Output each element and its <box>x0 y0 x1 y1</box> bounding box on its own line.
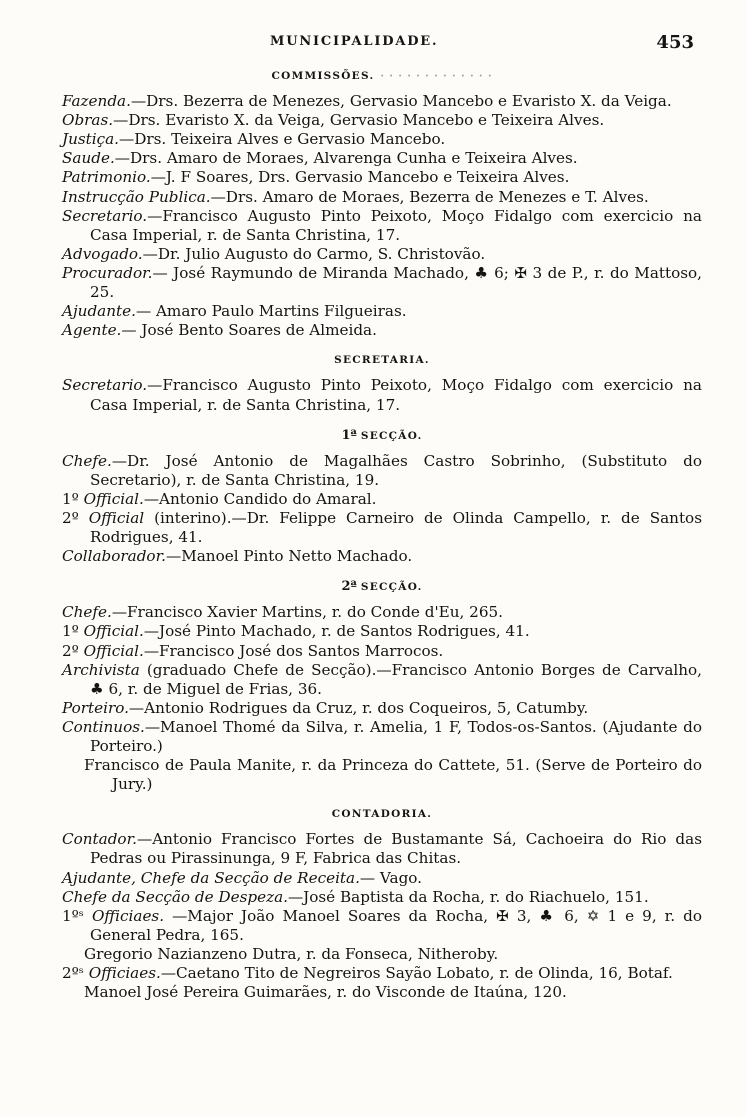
section-ordinal: 1ª <box>341 427 357 443</box>
entry-text: — José Bento Soares de Almeida. <box>121 321 377 340</box>
directory-entry <box>62 547 702 566</box>
directory-entry <box>62 321 702 340</box>
decorative-rule: · · · · · · · · · · · · · <box>380 71 493 82</box>
entry-text: —Antonio Candido do Amaral. <box>143 489 377 508</box>
entry-text: Manoel José Pereira Guimarães, r. do Visconde de Itaúna, 120. <box>84 983 567 1002</box>
entry-text: —Drs. Bezerra de Menezes, Gervasio Mancebo e Evaristo X. da Veiga. <box>130 92 672 111</box>
directory-entry <box>62 888 702 907</box>
section-heading-text: SECÇÃO. <box>360 429 423 442</box>
entry-role: Secretario. <box>62 206 148 225</box>
entry-text: —Antonio Francisco Fortes de Bustamante Sá, Cachoeira do Rio das Pedras ou Pirassinunga, 9 F, Fabrica das Chitas. <box>90 830 702 868</box>
directory-entry <box>62 490 702 509</box>
entry-role: Collaborador. <box>62 547 166 566</box>
section-heading <box>62 351 702 370</box>
directory-entry <box>62 302 702 321</box>
entry-role: Official <box>88 508 145 527</box>
entry-role: Fazenda. <box>62 92 131 111</box>
entry-text: — Amaro Paulo Martins Filgueiras. <box>135 302 407 321</box>
entry-role: Porteiro. <box>62 698 129 717</box>
entry-text: (interino).—Dr. Felippe Carneiro de Olinda Campello, r. de Santos Rodrigues, 41. <box>90 508 702 547</box>
entry-role: Official. <box>83 622 144 641</box>
entry-text: —Francisco Augusto Pinto Peixoto, Moço Fidalgo com exercicio na Casa Imperial, r. de Santa Christina, 17. <box>90 376 702 414</box>
entry-text: —Francisco José dos Santos Marrocos. <box>143 641 444 660</box>
entry-role: Justiça. <box>62 130 120 149</box>
section-heading-text: CONTADORIA. <box>331 808 433 821</box>
directory-entry <box>62 245 702 264</box>
entry-text: —Drs. Amaro de Moraes, Bezerra de Menezes e T. Alves. <box>210 187 649 206</box>
entry-role: Ajudante, Chefe da Secção de Receita. <box>62 868 360 887</box>
directory-entry <box>62 168 702 187</box>
entry-text: — José Raymundo de Miranda Machado, ♣ 6; ✠ 3 de P., r. do Mattoso, 25. <box>90 263 702 302</box>
entry-text: —Drs. Amaro de Moraes, Alvarenga Cunha e Teixeira Alves. <box>114 149 578 168</box>
directory-entry <box>62 92 702 111</box>
running-title: MUNICIPALIDADE. <box>270 34 439 49</box>
entry-role: Official. <box>83 641 144 660</box>
entry-text: —Dr. Julio Augusto do Carmo, S. Christovão. <box>142 244 486 263</box>
entry-role: Officiaes. <box>88 964 161 983</box>
entry-role: Instrucção Publica. <box>62 187 211 206</box>
entry-role: Obras. <box>62 111 114 130</box>
directory-entry <box>62 642 702 661</box>
directory-entry <box>62 907 702 945</box>
section-heading <box>62 426 702 446</box>
directory-entry <box>62 699 702 718</box>
section-heading-text: COMMISSÕES. <box>271 70 375 82</box>
entry-text: Francisco de Paula Manite, r. da Princeza do Cattete, 51. (Serve de Porteiro do Jury.) <box>84 756 702 794</box>
directory-entry <box>62 718 702 756</box>
entry-text: —Drs. Teixeira Alves e Gervasio Mancebo. <box>119 130 446 149</box>
entry-text: —Antonio Rodrigues da Cruz, r. dos Coqueiros, 5, Catumby. <box>128 698 589 717</box>
directory-entry <box>62 830 702 868</box>
entry-ordinal: 1º <box>62 622 84 641</box>
entry-ordinal: 1ºˢ <box>62 906 92 925</box>
directory-entry <box>62 756 702 794</box>
directory-entry <box>62 452 702 490</box>
entry-role: Secretario. <box>62 376 148 395</box>
page-number: 453 <box>656 32 694 53</box>
section-gap <box>62 415 702 423</box>
section-heading-text: SECÇÃO. <box>360 581 423 594</box>
directory-entry <box>62 188 702 207</box>
section-ordinal: 2ª <box>341 579 357 595</box>
entry-text: —Dr. José Antonio de Magalhães Castro Sobrinho, (Substituto do Secretario), r. de Santa Christina, 19. <box>90 451 702 489</box>
entry-role: Archivista <box>62 660 140 679</box>
entry-text: —Caetano Tito de Negreiros Sayão Lobato, r. de Olinda, 16, Botaf. <box>160 964 673 983</box>
entry-text: —Manoel Pinto Netto Machado. <box>166 547 413 566</box>
section-heading-text: SECRETARIA. <box>334 354 430 367</box>
entry-text: —Francisco Augusto Pinto Peixoto, Moço Fidalgo com exercicio na Casa Imperial, r. de Santa Christina, 17. <box>90 206 702 244</box>
running-head <box>0 34 746 58</box>
entry-role: Continuos. <box>62 717 145 736</box>
entry-role: Chefe. <box>62 603 112 622</box>
directory-entry <box>62 207 702 245</box>
directory-entry <box>62 376 702 414</box>
entry-ordinal: 2º <box>62 641 84 660</box>
entry-text: (graduado Chefe de Secção).—Francisco Antonio Borges de Carvalho, ♣ 6, r. de Miguel de Frias, 36. <box>90 660 702 698</box>
entry-text: —José Pinto Machado, r. de Santos Rodrigues, 41. <box>143 622 530 641</box>
entry-role: Advogado. <box>62 244 143 263</box>
section-gap <box>62 340 702 348</box>
entry-text: —Major João Manoel Soares da Rocha, ✠ 3, ♣ 6, ✡ 1 e 9, r. do General Pedra, 165. <box>90 906 702 944</box>
entry-role: Saude. <box>62 149 115 168</box>
directory-entry <box>62 869 702 888</box>
directory-entry <box>62 149 702 168</box>
entry-text: —Francisco Xavier Martins, r. do Conde d'Eu, 265. <box>111 603 503 622</box>
entry-role: Chefe da Secção de Despeza. <box>62 887 288 906</box>
entry-role: Official. <box>83 489 144 508</box>
entry-role: Patrimonio. <box>62 168 151 187</box>
directory-entry <box>62 130 702 149</box>
section-heading <box>62 577 702 597</box>
entry-text: —Manoel Thomé da Silva, r. Amelia, 1 F, Todos-os-Santos. (Ajudante do Porteiro.) <box>90 717 702 755</box>
section-heading <box>62 805 702 824</box>
entry-ordinal: 1º <box>62 489 84 508</box>
directory-entry <box>62 661 702 699</box>
entry-text: —J. F Soares, Drs. Gervasio Mancebo e Teixeira Alves. <box>150 168 570 187</box>
directory-entry <box>62 603 702 622</box>
entry-text: Gregorio Nazianzeno Dutra, r. da Fonseca, Nitheroby. <box>84 944 499 963</box>
section-gap <box>62 794 702 802</box>
directory-entry <box>62 964 702 983</box>
entry-ordinal: 2ºˢ <box>62 964 89 983</box>
document-body <box>62 64 702 1002</box>
entry-role: Ajudante. <box>62 302 136 321</box>
entry-text: —José Baptista da Rocha, r. do Riachuelo, 151. <box>287 887 649 906</box>
directory-entry <box>62 983 702 1002</box>
directory-entry <box>62 622 702 641</box>
entry-text: — Vago. <box>359 868 422 887</box>
directory-entry <box>62 945 702 964</box>
directory-entry <box>62 509 702 547</box>
entry-role: Procurador. <box>62 263 153 282</box>
entry-role: Agente. <box>62 321 122 340</box>
entry-role: Officiaes. <box>91 906 165 925</box>
section-gap <box>62 566 702 574</box>
entry-role: Chefe. <box>62 451 112 470</box>
directory-entry <box>62 264 702 302</box>
section-heading <box>62 67 702 86</box>
entry-text: —Drs. Evaristo X. da Veiga, Gervasio Mancebo e Teixeira Alves. <box>113 111 605 130</box>
directory-entry <box>62 111 702 130</box>
entry-ordinal: 2º <box>62 508 89 527</box>
entry-role: Contador. <box>62 830 137 849</box>
